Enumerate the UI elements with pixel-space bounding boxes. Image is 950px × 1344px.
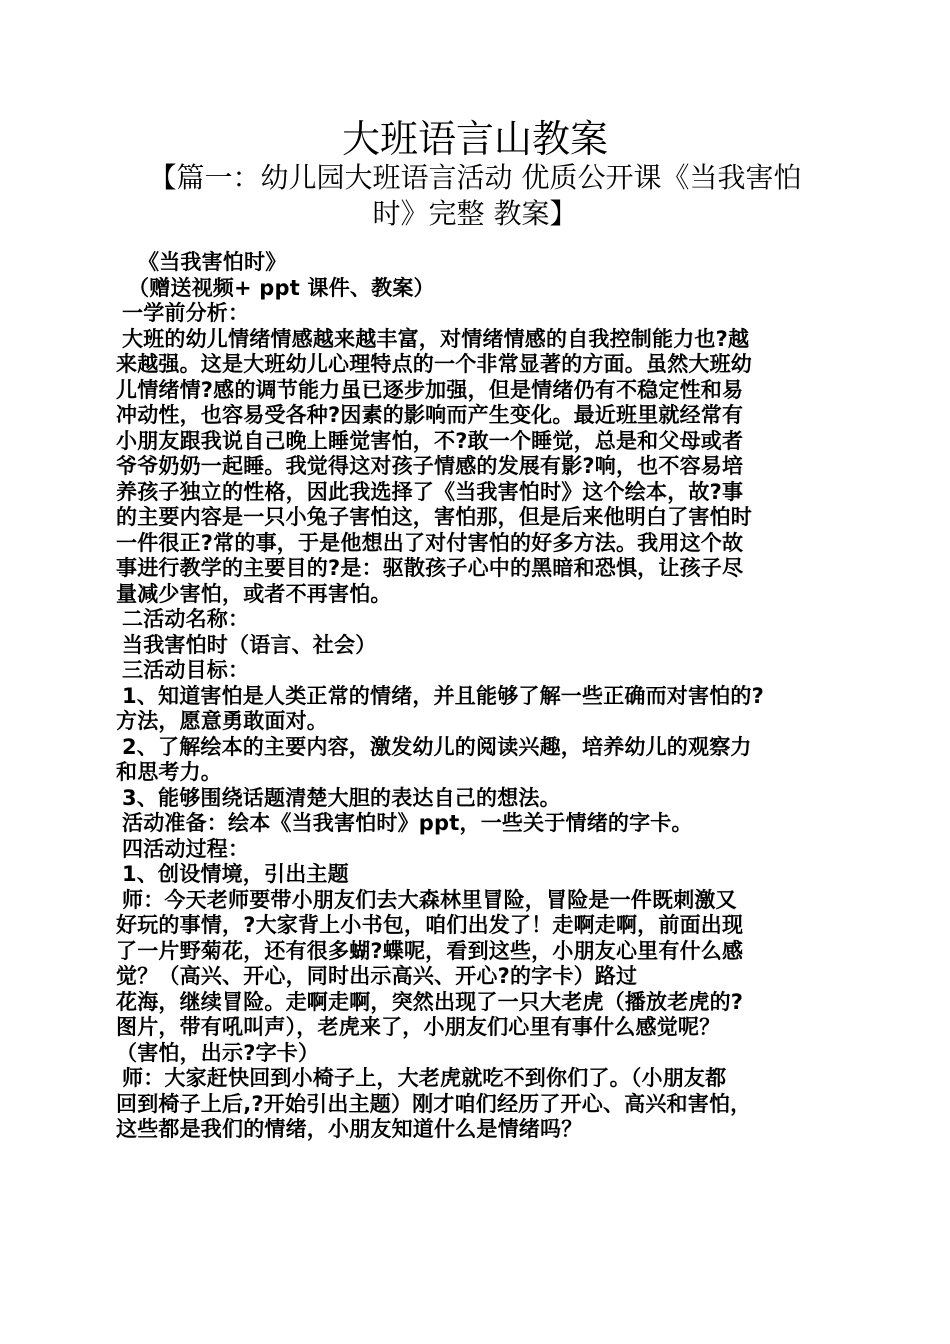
body-text-line: （赠送视频+ ppt 课件、教案） bbox=[128, 275, 435, 300]
body-text-line: （害怕，出示?字卡） bbox=[116, 1040, 320, 1065]
subtitle-line: 时》完整 教案】 bbox=[372, 197, 578, 230]
body-text-line: 事进行教学的主要目的?是：驱散孩子心中的黑暗和恐惧，让孩子尽 bbox=[116, 556, 744, 580]
body-text-line: 图片，带有吼叫声），老虎来了，小朋友们心里有事什么感觉呢？ bbox=[116, 1015, 721, 1039]
body-text-line: 1、知道害怕是人类正常的情绪，并且能够了解一些正确而对害怕的? bbox=[122, 683, 764, 708]
subtitle-line: 【篇一：幼儿园大班语言活动 优质公开课《当我害怕 bbox=[148, 161, 802, 194]
body-text-line: 儿情绪情?感的调节能力虽已逐步加强，但是情绪仍有不稳定性和易 bbox=[116, 377, 744, 402]
body-text-line: 回到椅子上后,?开始引出主题）刚才咱们经历了开心、高兴和害怕， bbox=[116, 1091, 752, 1116]
body-text-line: 爷爷奶奶一起睡。我觉得这对孩子情感的发展有影?响，也不容易培 bbox=[116, 454, 744, 478]
body-text-line: 冲动性，也容易受各种?因素的影响而产生变化。最近班里就经常有 bbox=[116, 403, 744, 427]
body-text-line: 量减少害怕，或者不再害怕。 bbox=[116, 581, 392, 606]
body-text-line: 一件很正?常的事，于是他想出了对付害怕的好多方法。我用这个故 bbox=[116, 530, 744, 555]
body-text-line: 来越强。这是大班幼儿心理特点的一个非常显著的方面。虽然大班幼 bbox=[116, 352, 752, 376]
body-text-line: 四活动过程： bbox=[122, 836, 250, 861]
body-text-line: 方法，愿意勇敢面对。 bbox=[116, 709, 328, 733]
body-text-line: 和思考力。 bbox=[116, 760, 222, 784]
body-text-line: 的主要内容是一只小兔子害怕这，害怕那，但是后来他明白了害怕时 bbox=[116, 505, 752, 529]
document-body bbox=[116, 250, 840, 1143]
body-text-line: 二活动名称： bbox=[122, 607, 250, 631]
document-subtitle bbox=[100, 160, 850, 232]
body-text-line: 1、创设情境，引出主题 bbox=[122, 862, 349, 886]
body-text-line: 好玩的事情，?大家背上小书包，咱们出发了！走啊走啊，前面出现 bbox=[116, 913, 744, 937]
document-title: 大班语言山教案 bbox=[341, 117, 608, 161]
body-text-line: 大班的幼儿情绪情感越来越丰富，对情绪情感的自我控制能力也?越 bbox=[122, 326, 750, 351]
body-text-line: 《当我害怕时》 bbox=[138, 250, 287, 274]
body-text-line: 这些都是我们的情绪，小朋友知道什么是情绪吗？ bbox=[116, 1117, 583, 1141]
body-text-line: 三活动目标： bbox=[122, 658, 250, 682]
body-text-line: 了一片野菊花，还有很多蝴?蝶呢，看到这些，小朋友心里有什么感 bbox=[116, 938, 744, 963]
body-text-line: 花海，继续冒险。走啊走啊，突然出现了一只大老虎（播放老虎的? bbox=[116, 989, 744, 1014]
body-text-line: 小朋友跟我说自己晚上睡觉害怕，不?敢一个睡觉，总是和父母或者 bbox=[116, 428, 744, 453]
body-text-line: 2、了解绘本的主要内容，激发幼儿的阅读兴趣，培养幼儿的观察力 bbox=[122, 734, 752, 759]
body-text-line: 师：今天老师要带小朋友们去大森林里冒险，冒险是一件既刺激又 bbox=[122, 887, 737, 912]
body-text-line: 当我害怕时（语言、社会） bbox=[122, 632, 377, 657]
body-text-line: 活动准备：绘本《当我害怕时》ppt，一些关于情绪的字卡。 bbox=[122, 811, 693, 835]
body-text-line: 3、能够围绕话题清楚大胆的表达自己的想法。 bbox=[122, 785, 561, 810]
body-text-line: 一学前分析： bbox=[122, 301, 250, 325]
body-text-line: 师：大家赶快回到小椅子上，大老虎就吃不到你们了。（小朋友都 bbox=[122, 1066, 727, 1090]
body-text-line: 养孩子独立的性格，因此我选择了《当我害怕时》这个绘本，故?事 bbox=[116, 479, 744, 504]
body-text-line: 觉？（高兴、开心，同时出示高兴、开心?的字卡）路过 bbox=[116, 964, 638, 988]
